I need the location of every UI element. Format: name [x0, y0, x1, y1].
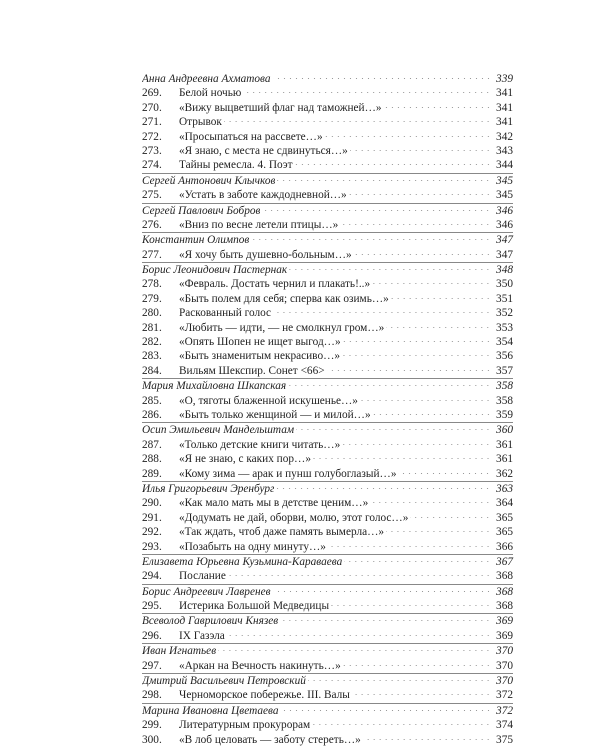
- poem-title: «О, тяготы блаженной искушенье…»: [179, 394, 358, 407]
- page-number: 365: [496, 526, 513, 539]
- poem-title: «Я не знаю, с каких пор…»: [179, 453, 311, 466]
- page-number: 356: [496, 350, 513, 363]
- toc-poem-row: [142, 599, 513, 613]
- dot-leader: [289, 269, 491, 270]
- poem-title: «Устать в заботе каждодневной…»: [179, 189, 347, 202]
- dot-leader: [251, 239, 491, 240]
- page-number: 347: [496, 248, 513, 261]
- dot-leader: [325, 136, 491, 137]
- author-name: Илья Григорьевич Эренбург: [142, 482, 275, 495]
- toc-poem-row: [142, 540, 513, 554]
- toc-poem-row: [142, 349, 513, 363]
- dot-leader: [218, 650, 491, 651]
- poem-title: Раскованный голос: [179, 307, 272, 320]
- page-number: 347: [496, 234, 513, 247]
- dot-leader: [372, 283, 491, 284]
- author-name: Елизавета Юрьевна Кузьмина-Караваева: [142, 555, 343, 568]
- poem-title: IX Газэла: [179, 629, 225, 642]
- poem-title: «Только детские книги читать…»: [179, 438, 341, 451]
- page-number: 363: [496, 482, 513, 495]
- toc-author-row: [142, 422, 513, 437]
- page-number: 372: [496, 689, 513, 702]
- poem-number: 293.: [142, 540, 162, 553]
- poem-title: «Опять Шопен не ищет выгод…»: [179, 336, 341, 349]
- dot-leader: [273, 312, 491, 313]
- page-number: 360: [496, 424, 513, 437]
- page-number: 365: [496, 511, 513, 524]
- poem-title: Тайны ремесла. 4. Поэт: [179, 159, 293, 172]
- dot-leader: [343, 665, 491, 666]
- page-number: 343: [496, 144, 513, 157]
- poem-title: «Я знаю, с места не сдвинуться…»: [179, 144, 348, 157]
- toc-poem-row: [142, 158, 513, 172]
- toc-poem-row: [142, 115, 513, 129]
- page-number: 364: [496, 497, 513, 510]
- poem-title: «Просыпаться на рассвете…»: [179, 130, 323, 143]
- page-number: 372: [496, 704, 513, 717]
- toc-author-row: [142, 703, 513, 718]
- author-name: Осип Эмильевич Мандельштам: [142, 424, 295, 437]
- toc-poem-row: [142, 188, 513, 202]
- poem-title: «Додумать не дай, оборви, молю, этот голос…»: [179, 511, 409, 524]
- dot-leader: [363, 739, 491, 740]
- dot-leader: [288, 385, 491, 386]
- poem-number: 271.: [142, 116, 162, 129]
- page-number: 368: [496, 570, 513, 583]
- dot-leader: [342, 355, 491, 356]
- dot-leader: [262, 210, 491, 211]
- poem-number: 272.: [142, 130, 162, 143]
- dot-leader: [370, 502, 491, 503]
- poem-title: Отрывок: [179, 116, 222, 129]
- page-number: 345: [496, 189, 513, 202]
- poem-title: «Аркан на Вечность накинуть…»: [179, 659, 341, 672]
- page-number: 351: [496, 292, 513, 305]
- toc-poem-row: [142, 394, 513, 408]
- poem-title: «Быть полем для себя; сперва как озимь…»: [179, 292, 389, 305]
- page-number: 370: [496, 675, 513, 688]
- dot-leader: [312, 724, 491, 725]
- poem-number: 284.: [142, 364, 162, 377]
- toc-poem-row: [142, 659, 513, 673]
- dot-leader: [328, 546, 491, 547]
- poem-number: 282.: [142, 336, 162, 349]
- toc-author-row: [142, 584, 513, 599]
- author-name: Марина Ивановна Цветаева: [142, 704, 279, 717]
- poem-title: «В лоб целовать — заботу стереть…»: [179, 733, 361, 746]
- dot-leader: [398, 473, 491, 474]
- poem-number: 279.: [142, 292, 162, 305]
- author-name: Борис Андреевич Лавренев: [142, 585, 271, 598]
- toc-poem-row: [142, 364, 513, 378]
- poem-number: 281.: [142, 321, 162, 334]
- dot-leader: [344, 561, 491, 562]
- poem-number: 283.: [142, 350, 162, 363]
- toc-poem-row: [142, 525, 513, 539]
- poem-number: 294.: [142, 570, 162, 583]
- poem-title: «Быть знаменитым некрасиво…»: [179, 350, 341, 363]
- dot-leader: [384, 107, 491, 108]
- dot-leader: [295, 164, 491, 165]
- toc-author-row: [142, 613, 513, 628]
- dot-leader: [342, 444, 491, 445]
- toc-author-row: [142, 481, 513, 496]
- poem-title: Истерика Большой Медведицы: [179, 600, 330, 613]
- poem-number: 275.: [142, 189, 162, 202]
- toc-poem-row: [142, 144, 513, 158]
- page-number: 368: [496, 600, 513, 613]
- page-number: 350: [496, 278, 513, 291]
- poem-number: 297.: [142, 659, 162, 672]
- poem-title: Белой ночью: [179, 87, 242, 100]
- poem-number: 276.: [142, 218, 162, 231]
- toc-poem-row: [142, 496, 513, 510]
- toc-poem-row: [142, 292, 513, 306]
- dot-leader: [350, 150, 491, 151]
- dot-leader: [308, 680, 491, 681]
- dot-leader: [410, 517, 491, 518]
- toc-poem-row: [142, 277, 513, 291]
- toc-poem-row: [142, 467, 513, 481]
- author-name: Борис Леонидович Пастернак: [142, 264, 288, 277]
- toc-author-row: [142, 203, 513, 218]
- poem-number: 298.: [142, 689, 162, 702]
- poem-number: 273.: [142, 144, 162, 157]
- toc-author-row: [142, 72, 513, 86]
- toc-poem-row: [142, 718, 513, 732]
- dot-leader: [349, 194, 491, 195]
- page-number: 345: [496, 174, 513, 187]
- poem-number: 299.: [142, 719, 162, 732]
- toc-poem-row: [142, 688, 513, 702]
- poem-number: 274.: [142, 159, 162, 172]
- page-number: 357: [496, 364, 513, 377]
- poem-title: Послание: [179, 570, 226, 583]
- author-name: Иван Игнатьев: [142, 645, 217, 658]
- page-number: 359: [496, 408, 513, 421]
- poem-number: 300.: [142, 733, 162, 746]
- toc-poem-row: [142, 408, 513, 422]
- poem-title: «Вниз по весне летели птицы…»: [179, 218, 339, 231]
- toc-poem-row: [142, 335, 513, 349]
- page-number: 370: [496, 645, 513, 658]
- poem-number: 285.: [142, 394, 162, 407]
- page-number: 348: [496, 264, 513, 277]
- page-number: 367: [496, 555, 513, 568]
- page-number: 362: [496, 467, 513, 480]
- poem-number: 289.: [142, 467, 162, 480]
- poem-title: «Вижу выцветший флаг над таможней…»: [179, 101, 382, 114]
- poem-number: 270.: [142, 101, 162, 114]
- toc-poem-row: [142, 86, 513, 100]
- poem-number: 290.: [142, 497, 162, 510]
- toc-poem-row: [142, 306, 513, 320]
- dot-leader: [280, 620, 491, 621]
- toc-author-row: [142, 262, 513, 277]
- poem-title: «Я хочу быть душевно-больным…»: [179, 248, 352, 261]
- page-number: 374: [496, 719, 513, 732]
- page-number: 339: [496, 73, 513, 85]
- table-of-contents: [142, 72, 513, 747]
- poem-title: Черноморское побережье. III. Валы: [179, 689, 350, 702]
- toc-author-row: [142, 673, 513, 688]
- author-name: Сергей Павлович Бобров: [142, 204, 261, 217]
- page-number: 344: [496, 159, 513, 172]
- dot-leader: [386, 327, 491, 328]
- poem-number: 286.: [142, 408, 162, 421]
- dot-leader: [352, 694, 491, 695]
- page-number: 375: [496, 733, 513, 746]
- page-number: 368: [496, 585, 513, 598]
- dot-leader: [360, 400, 491, 401]
- dot-leader: [343, 341, 491, 342]
- page-number: 341: [496, 116, 513, 129]
- poem-title: «Так ждать, чтоб даже память вымерла…»: [179, 526, 385, 539]
- dot-leader: [273, 591, 492, 592]
- dot-leader: [354, 254, 491, 255]
- page-number: 341: [496, 87, 513, 100]
- toc-poem-row: [142, 511, 513, 525]
- poem-title: «Кому зима — арак и пунш голубоглазый…»: [179, 467, 397, 480]
- author-name: Константин Олимпов: [142, 234, 250, 247]
- author-name: Анна Андреевна Ахматова: [142, 73, 271, 85]
- page-number: 369: [496, 629, 513, 642]
- toc-author-row: [142, 232, 513, 247]
- page-number: 342: [496, 130, 513, 143]
- poem-title: «Февраль. Достать чернил и плакать!..»: [179, 278, 371, 291]
- poem-title: «Любить — идти, — не смолкнул гром…»: [179, 321, 385, 334]
- page-number: 353: [496, 321, 513, 334]
- toc-poem-row: [142, 438, 513, 452]
- poem-title: «Как мало мать мы в детстве ценим…»: [179, 497, 369, 510]
- dot-leader: [373, 414, 491, 415]
- dot-leader: [296, 429, 491, 430]
- dot-leader: [277, 180, 491, 181]
- author-name: Всеволод Гаврилович Князев: [142, 615, 279, 628]
- author-name: Мария Михайловна Шкапская: [142, 380, 287, 393]
- poem-number: 296.: [142, 629, 162, 642]
- page-number: 361: [496, 453, 513, 466]
- toc-poem-row: [142, 218, 513, 232]
- poem-number: 291.: [142, 511, 162, 524]
- toc-poem-row: [142, 321, 513, 335]
- toc-author-row: [142, 378, 513, 393]
- page-number: 361: [496, 438, 513, 451]
- dot-leader: [227, 635, 491, 636]
- poem-number: 295.: [142, 600, 162, 613]
- poem-title: Вильям Шекспир. Сонет <66>: [179, 364, 325, 377]
- toc-poem-row: [142, 452, 513, 466]
- dot-leader: [273, 78, 491, 79]
- toc-poem-row: [142, 733, 513, 747]
- toc-poem-row: [142, 629, 513, 643]
- dot-leader: [386, 531, 491, 532]
- toc-poem-row: [142, 101, 513, 115]
- page-number: 369: [496, 615, 513, 628]
- poem-number: 288.: [142, 453, 162, 466]
- toc-poem-row: [142, 130, 513, 144]
- author-name: Сергей Антонович Клычков: [142, 174, 276, 187]
- page-number: 358: [496, 380, 513, 393]
- page-number: 346: [496, 204, 513, 217]
- toc-author-row: [142, 554, 513, 569]
- toc-author-row: [142, 173, 513, 188]
- poem-title: «Быть только женщиной — и милой…»: [179, 408, 371, 421]
- dot-leader: [281, 710, 491, 711]
- page-number: 341: [496, 101, 513, 114]
- poem-number: 278.: [142, 278, 162, 291]
- dot-leader: [276, 488, 491, 489]
- page-number: 352: [496, 307, 513, 320]
- dot-leader: [228, 575, 491, 576]
- page-number: 358: [496, 394, 513, 407]
- page-number: 370: [496, 659, 513, 672]
- poem-number: 277.: [142, 248, 162, 261]
- author-name: Дмитрий Васильевич Петровский: [142, 675, 306, 688]
- dot-leader: [313, 458, 491, 459]
- dot-leader: [391, 298, 491, 299]
- page-number: 354: [496, 336, 513, 349]
- toc-author-row: [142, 643, 513, 658]
- poem-title: Литературным прокурорам: [179, 719, 311, 732]
- dot-leader: [327, 370, 491, 371]
- dot-leader: [331, 605, 491, 606]
- dot-leader: [224, 121, 491, 122]
- poem-title: «Позабыть на одну минуту…»: [179, 540, 326, 553]
- dot-leader: [243, 92, 491, 93]
- poem-number: 269.: [142, 87, 162, 100]
- toc-poem-row: [142, 248, 513, 262]
- page-number: 346: [496, 218, 513, 231]
- poem-number: 292.: [142, 526, 162, 539]
- toc-poem-row: [142, 569, 513, 583]
- poem-number: 280.: [142, 307, 162, 320]
- dot-leader: [340, 224, 491, 225]
- page-number: 366: [496, 540, 513, 553]
- poem-number: 287.: [142, 438, 162, 451]
